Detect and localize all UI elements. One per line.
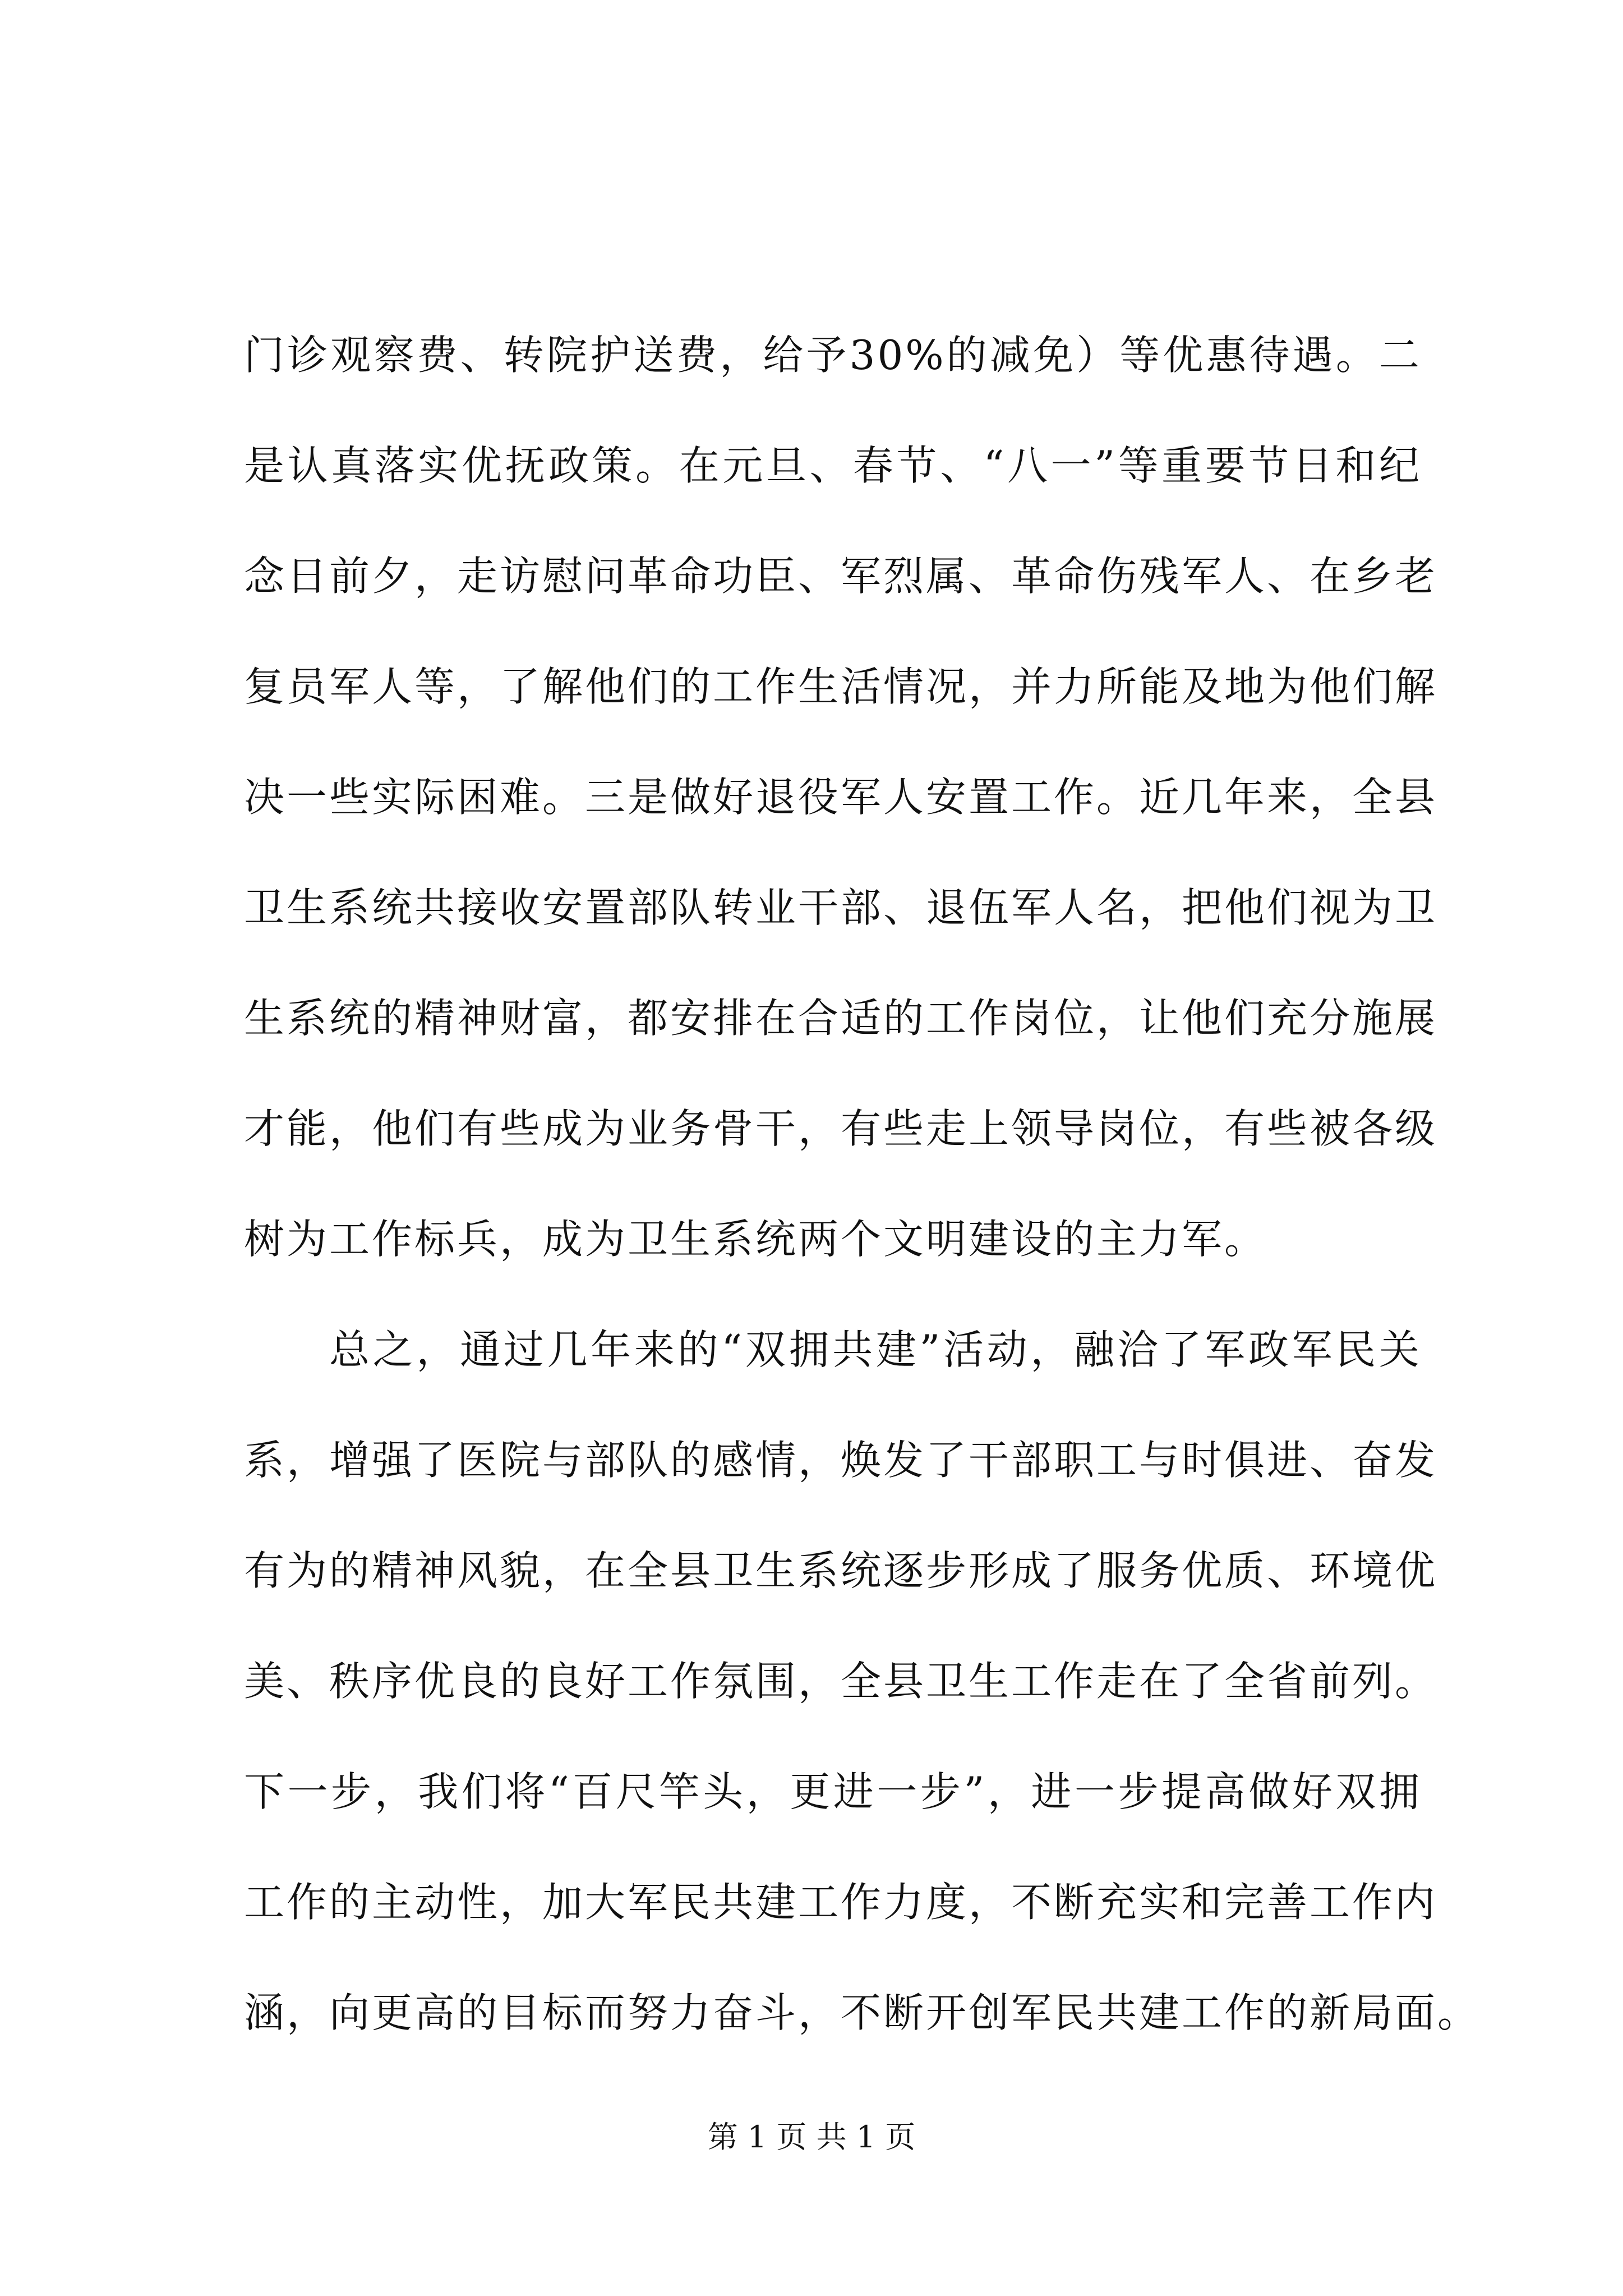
text-line: 是认真落实优抚政策。在元旦、春节、“八一”等重要节日和纪 (244, 442, 1422, 489)
page-number-footer: 第 1 页 共 1 页 (707, 2119, 916, 2155)
text-line: 念日前夕，走访慰问革命功臣、军烈属、革命伤残军人、在乡老 (244, 553, 1438, 600)
document-body (244, 300, 1481, 2068)
text-line: 工作的主动性，加大军民共建工作力度，不断充实和完善工作内 (244, 1879, 1438, 1926)
paragraph-1 (244, 300, 1438, 1295)
text-line: 涵，向更高的目标而努力奋斗，不断开创军民共建工作的新局面。 (244, 1989, 1481, 2036)
text-line: 下一步，我们将“百尺竿头，更进一步”，进一步提高做好双拥 (244, 1768, 1422, 1815)
text-line: 才能，他们有些成为业务骨干，有些走上领导岗位，有些被各级 (244, 1105, 1438, 1152)
text-line: 门诊观察费、转院护送费，给予30%的减免）等优惠待遇。二 (244, 332, 1422, 379)
text-line: 树为工作标兵，成为卫生系统两个文明建设的主力军。 (244, 1216, 1267, 1263)
text-line: 复员军人等，了解他们的工作生活情况，并力所能及地为他们解 (244, 663, 1438, 710)
text-line: 卫生系统共接收安置部队转业干部、退伍军人名，把他们视为卫 (244, 884, 1438, 931)
text-line: 美、秩序优良的良好工作氛围，全县卫生工作走在了全省前列。 (244, 1658, 1438, 1705)
text-line: 生系统的精神财富，都安排在合适的工作岗位，让他们充分施展 (244, 995, 1438, 1042)
text-line: 有为的精神风貌，在全县卫生系统逐步形成了服务优质、环境优 (244, 1547, 1438, 1594)
text-line: 决一些实际困难。三是做好退役军人安置工作。近几年来，全县 (244, 774, 1438, 821)
text-line: 总之，通过几年来的“双拥共建”活动，融洽了军政军民关 (329, 1326, 1422, 1373)
paragraph-2 (244, 1295, 1481, 2068)
text-line: 系，增强了医院与部队的感情，焕发了干部职工与时俱进、奋发 (244, 1437, 1438, 1484)
